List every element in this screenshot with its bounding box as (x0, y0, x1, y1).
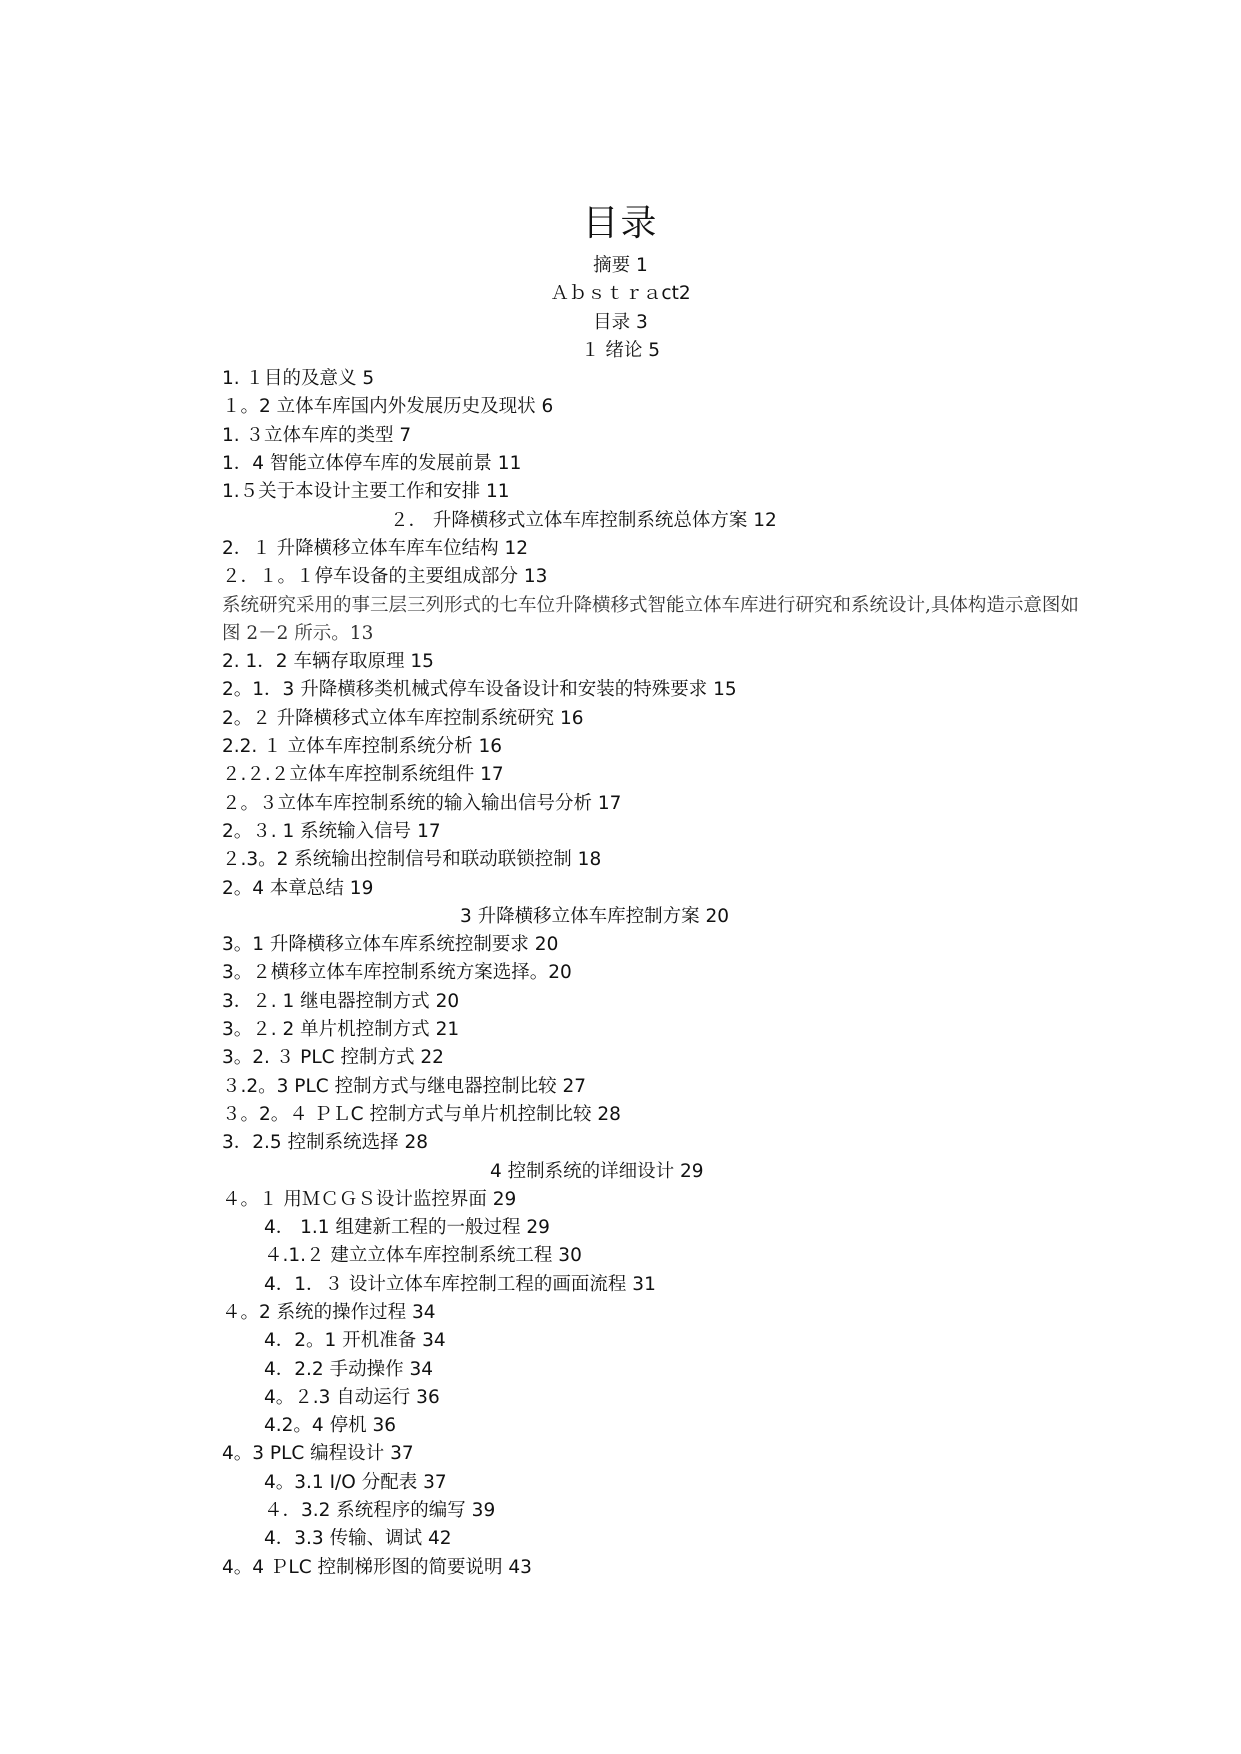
toc-entry[interactable]: 3．２. 1 继电器控制方式 20 (222, 990, 460, 1012)
toc-entry[interactable]: ３。2。４ ＰＬC 控制方式与单片机控制比较 28 (222, 1103, 621, 1125)
toc-entry[interactable]: 3．2.5 控制系统选择 28 (222, 1132, 428, 1154)
toc-entry[interactable]: ４．3.2 系统程序的编写 39 (264, 1500, 496, 1522)
toc-entry[interactable]: 2。３. 1 系统输入信号 17 (222, 820, 441, 842)
toc-entry[interactable]: 1. ３立体车库的类型 7 (222, 424, 412, 446)
toc-entry[interactable]: 4。3.1 I/O 分配表 37 (264, 1471, 447, 1493)
toc-entry[interactable]: 3。1 升降横移立体车库系统控制要求 20 (222, 934, 559, 956)
page-title: 目录 (582, 203, 659, 244)
toc-entry[interactable]: 1. １目的及意义 5 (222, 368, 375, 390)
toc-entry[interactable]: 摘要 1 (593, 255, 648, 276)
toc-entry[interactable]: 3。２横移立体车库控制系统方案选择。20 (222, 962, 572, 984)
toc-chapter[interactable]: １ 绪论 5 (580, 339, 661, 361)
toc-entry[interactable]: ４.1.２ 建立立体车库控制系统工程 30 (264, 1245, 582, 1267)
toc-entry[interactable]: ３.2。3 PLC 控制方式与继电器控制比较 27 (222, 1075, 586, 1097)
toc-entry[interactable]: 3。２. 2 单片机控制方式 21 (222, 1019, 460, 1041)
toc-entry[interactable]: １。2 立体车库国内外发展历史及现状 6 (222, 396, 554, 418)
toc-chapter[interactable]: ２． 升降横移式立体车库控制系统总体方案 12 (390, 509, 777, 531)
toc-entry[interactable]: ２．１。１停车设备的主要组成部分 13 (222, 566, 548, 588)
toc-entry[interactable]: 4。２.3 自动运行 36 (264, 1386, 440, 1408)
toc-entry[interactable]: ２.3。2 系统输出控制信号和联动联锁控制 18 (222, 849, 602, 871)
toc-entry[interactable]: ４。１ 用ＭＣＧＳ设计监控界面 29 (222, 1188, 517, 1210)
toc-entry[interactable]: 3。2. ３ PLC 控制方式 22 (222, 1047, 444, 1069)
toc-entry[interactable]: 1．4 智能立体停车库的发展前景 11 (222, 453, 522, 475)
toc-chapter[interactable]: 4 控制系统的详细设计 29 (490, 1160, 704, 1182)
toc-entry[interactable]: 4．3.3 传输、调试 42 (264, 1528, 452, 1550)
toc-entry[interactable]: 目录 3 (593, 311, 648, 333)
toc-entry[interactable]: 4． 1.1 组建新工程的一般过程 29 (264, 1217, 550, 1239)
toc-paragraph[interactable]: 系统研究采用的事三层三列形式的七车位升降横移式智能立体车库进行研究和系统设计,具体构造示意图如图 2－2 所示。13 (222, 594, 1079, 644)
toc-entry[interactable]: 2．１ 升降横移立体车库车位结构 12 (222, 537, 529, 559)
toc-chapter[interactable]: 3 升降横移立体车库控制方案 20 (460, 905, 730, 927)
toc-entry[interactable]: 4。4 ＰLC 控制梯形图的简要说明 43 (222, 1556, 532, 1578)
toc-entry[interactable]: 4。3 PLC 编程设计 37 (222, 1443, 414, 1465)
toc-entry[interactable]: 2。4 本章总结 19 (222, 877, 374, 899)
toc-entry[interactable]: 2。1．3 升降横移类机械式停车设备设计和安装的特殊要求 15 (222, 679, 737, 701)
toc-entry[interactable]: ２。３立体车库控制系统的输入输出信号分析 17 (222, 792, 622, 814)
toc-list (0, 252, 1241, 1582)
toc-entry[interactable]: 1.５关于本设计主要工作和安排 11 (222, 481, 510, 503)
toc-entry[interactable]: 4．2。1 开机准备 34 (264, 1330, 446, 1352)
toc-entry[interactable]: Ａｂｓｔｒａct2 (550, 283, 691, 305)
toc-entry[interactable]: 4.2。4 停机 36 (264, 1415, 396, 1437)
toc-entry[interactable]: 4．2.2 手动操作 34 (264, 1358, 433, 1380)
toc-entry[interactable]: ２.２.２立体车库控制系统组件 17 (222, 764, 504, 786)
toc-entry[interactable]: 2。２ 升降横移式立体车库控制系统研究 16 (222, 707, 584, 729)
toc-entry[interactable]: 2.2. １ 立体车库控制系统分析 16 (222, 736, 502, 758)
toc-entry[interactable]: 2. 1．2 车辆存取原理 15 (222, 651, 434, 673)
toc-entry[interactable]: 4．1．３ 设计立体车库控制工程的画面流程 31 (264, 1273, 656, 1295)
toc-entry[interactable]: ４。2 系统的操作过程 34 (222, 1301, 436, 1323)
